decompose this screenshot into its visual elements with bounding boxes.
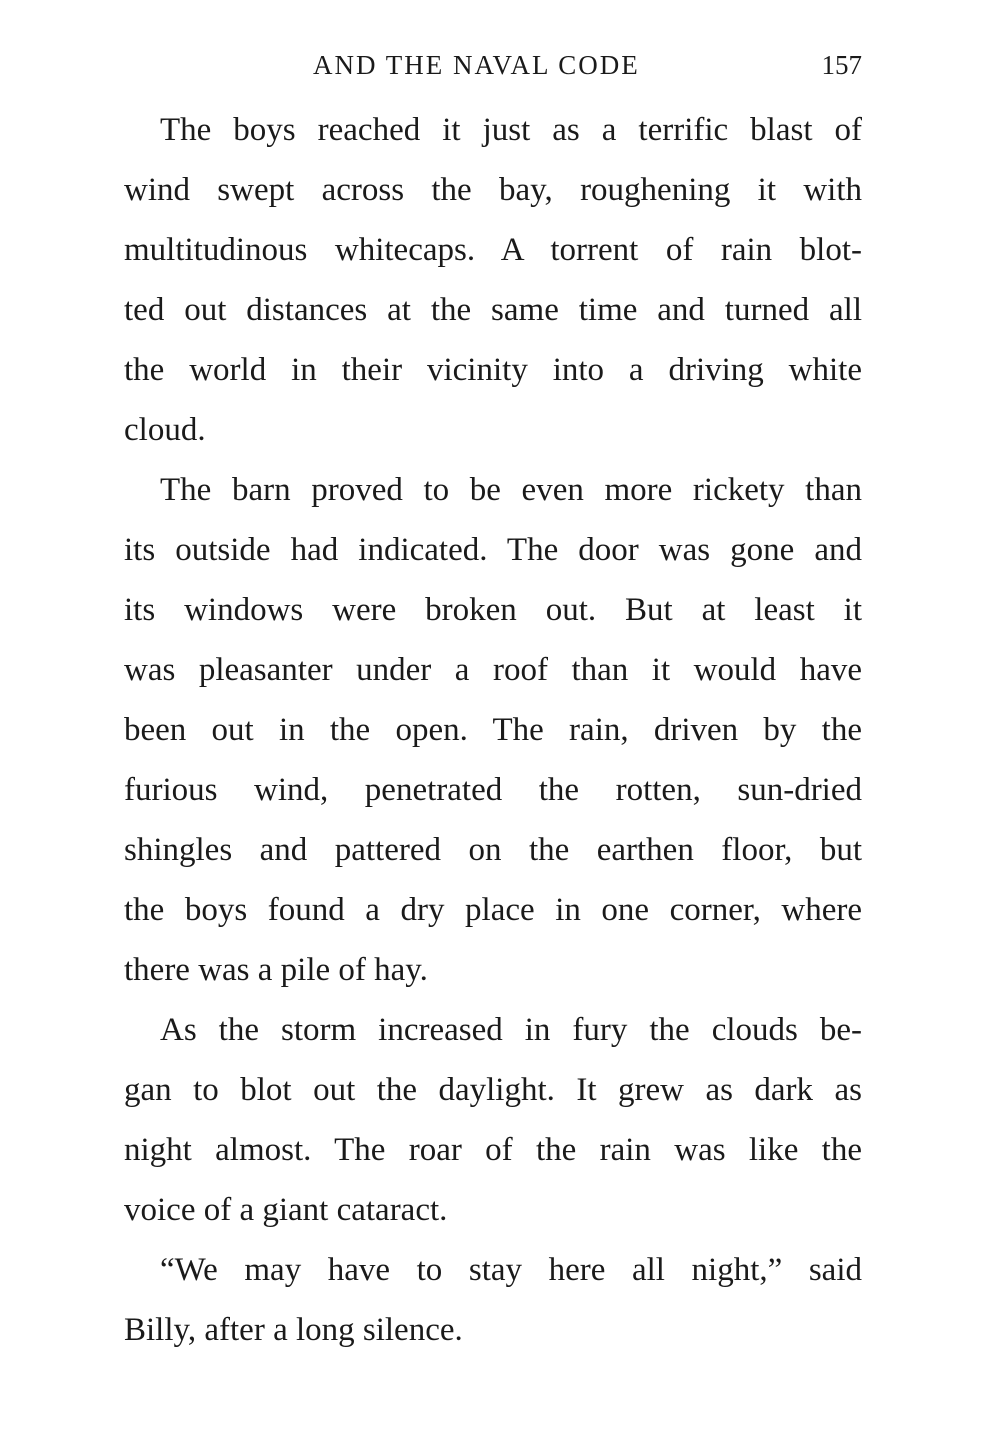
text-line: there was a pile of hay. [124,952,428,988]
running-title: AND THE NAVAL CODE [313,50,640,80]
text-line: cloud. [124,412,206,448]
text-line: wind swept across the bay, roughening it with [124,172,862,208]
text-line: furious wind, penetrated the rotten, sun-dried [124,772,862,808]
text-line: voice of a giant cataract. [124,1192,448,1228]
text-line: the world in their vicinity into a driving white [124,352,862,388]
text-line: ted out distances at the same time and turned all [124,292,862,328]
running-head [124,50,862,86]
text-line: night almost. The roar of the rain was like the [124,1132,862,1168]
text-line: was pleasanter under a roof than it would have [124,652,862,688]
text-line: As the storm increased in fury the clouds be- [160,1012,862,1048]
text-line: The barn proved to be even more rickety than [160,472,862,508]
text-line: Billy, after a long silence. [124,1312,463,1348]
text-line: the boys found a dry place in one corner, where [124,892,862,928]
text-line: its outside had indicated. The door was gone and [124,532,862,568]
text-line: “We may have to stay here all night,” said [160,1252,862,1288]
body-text [124,100,862,1360]
text-line: multitudinous whitecaps. A torrent of rain blot- [124,232,862,268]
text-line: The boys reached it just as a terrific blast of [160,112,862,148]
text-line: shingles and pattered on the earthen floor, but [124,832,862,868]
text-line: been out in the open. The rain, driven by the [124,712,862,748]
text-line: gan to blot out the daylight. It grew as dark as [124,1072,862,1108]
page-number: 157 [821,50,862,80]
text-line: its windows were broken out. But at least it [124,592,862,628]
